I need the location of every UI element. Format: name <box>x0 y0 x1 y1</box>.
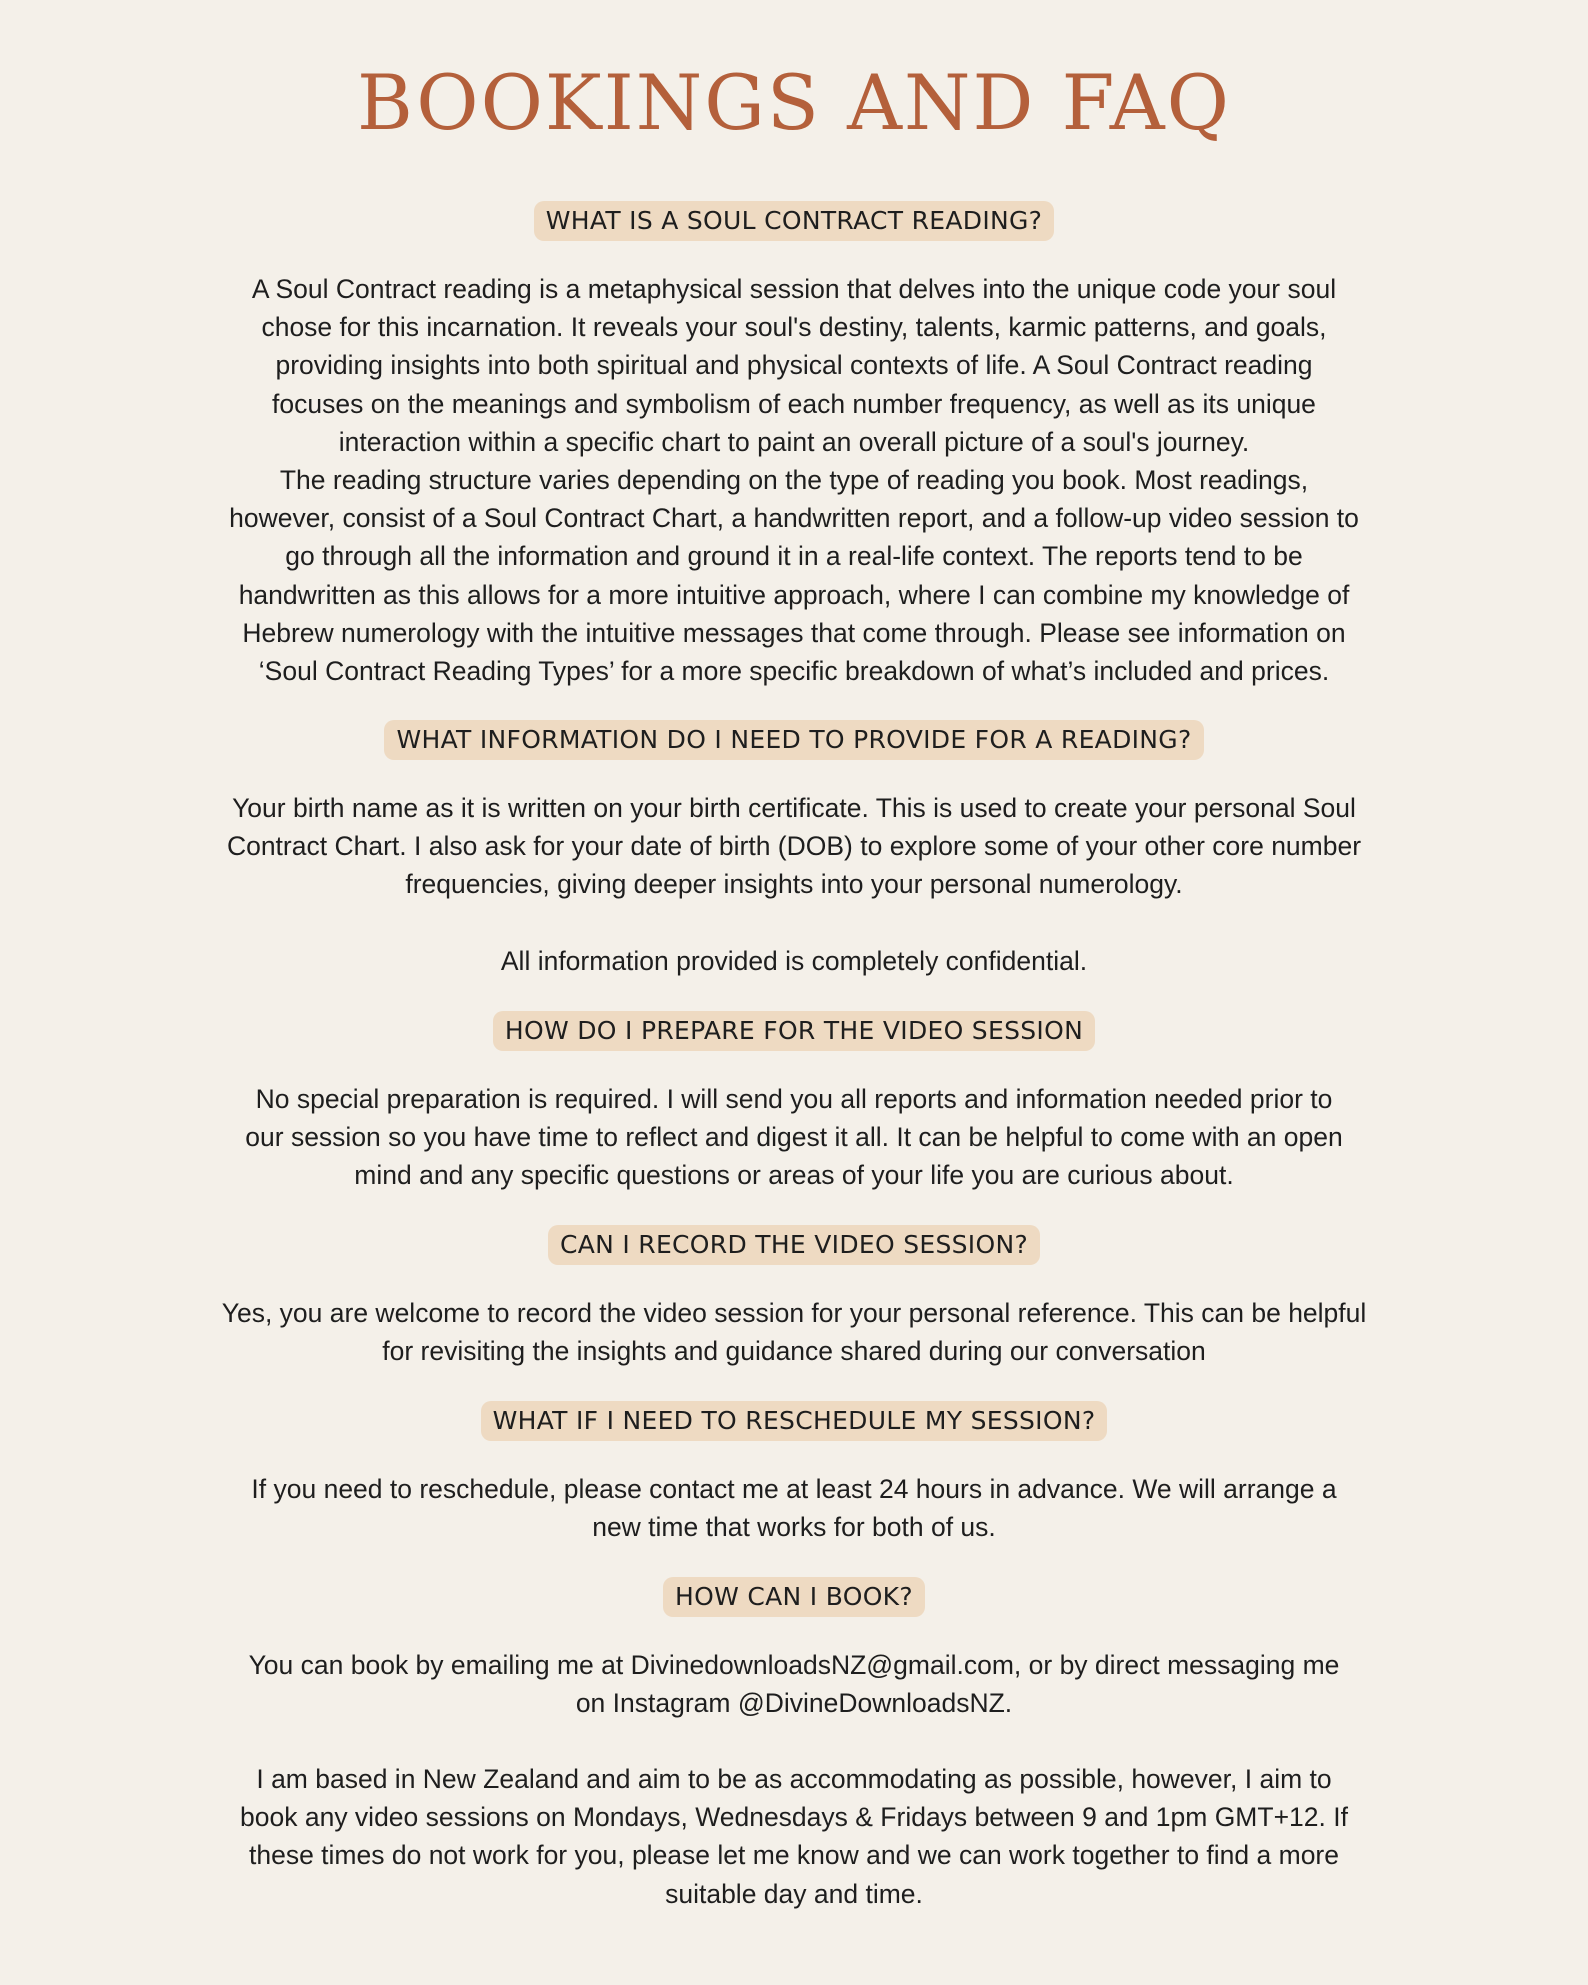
heading-highlight: HOW CAN I BOOK? <box>663 1577 925 1617</box>
section-heading-record <box>0 1225 1588 1265</box>
section-heading-booking <box>0 1577 1588 1617</box>
heading-highlight: HOW DO I PREPARE FOR THE VIDEO SESSION <box>493 1011 1095 1051</box>
section-heading-reschedule <box>0 1401 1588 1441</box>
section-text-record: Yes, you are welcome to record the video session for your personal reference. This can be helpful for revisiting the insights and guidance shared during our conversation <box>221 1298 1367 1367</box>
heading-highlight: CAN I RECORD THE VIDEO SESSION? <box>548 1225 1040 1265</box>
heading-highlight: WHAT IF I NEED TO RESCHEDULE MY SESSION? <box>481 1401 1108 1441</box>
section-text-booking-contact: You can book by emailing me at DivinedownloadsNZ@gmail.com, or by direct messaging me on Instagram @DivineDownloadsNZ. <box>248 1650 1340 1719</box>
section-text-prepare: No special preparation is required. I will send you all reports and information needed prior to our session so you have time to reflect and digest it all. It can be helpful to come with an open mind and any specific questions or areas of your life you are curious about. <box>245 1084 1343 1191</box>
section-heading-prepare <box>0 1011 1588 1051</box>
section-text-soul-contract: A Soul Contract reading is a metaphysical session that delves into the unique code your soul chose for this incarnation. It reveals your soul's destiny, talents, karmic patterns, and goals, providing insights into both spiritual and physical contexts of life. A Soul Contract reading focuses on the meanings and symbolism of each number frequency, as well as its unique interaction within a specific chart to paint an overall picture of a soul's journey. The reading structure varies depending on the type of reading you book. Most readings, however, consist of a Soul Contract Chart, a handwritten report, and a follow-up video session to go through all the information and ground it in a real-life context. The reports tend to be handwritten as this allows for a more intuitive approach, where I can combine my knowledge of Hebrew numerology with the intuitive messages that come through. Please see information on ‘Soul Contract Reading Types’ for a more specific breakdown of what’s included and prices. <box>229 274 1359 687</box>
heading-highlight: WHAT INFORMATION DO I NEED TO PROVIDE FOR A READING? <box>384 720 1203 760</box>
heading-highlight: WHAT IS A SOUL CONTRACT READING? <box>534 201 1055 241</box>
section-text-booking-schedule: I am based in New Zealand and aim to be as accommodating as possible, however, I aim to book any video sessions on Mondays, Wednesdays & Fridays between 9 and 1pm GMT+12. If these times do not work for you, please let me know and we can work together to find a more suitable day and time. <box>240 1764 1348 1909</box>
section-heading-soul-contract <box>0 201 1588 241</box>
section-heading-information-needed <box>0 720 1588 760</box>
section-text-reschedule: If you need to reschedule, please contact me at least 24 hours in advance. We will arrange a new time that works for both of us. <box>251 1474 1337 1543</box>
page-title: BOOKINGS AND FAQ <box>357 58 1231 147</box>
confidentiality-note: All information provided is completely confidential. <box>500 946 1088 976</box>
section-text-information-needed: Your birth name as it is written on your birth certificate. This is used to create your personal Soul Contract Chart. I also ask for your date of birth (DOB) to explore some of your other core number frequencies, giving deeper insights into your personal numerology. <box>226 793 1362 900</box>
